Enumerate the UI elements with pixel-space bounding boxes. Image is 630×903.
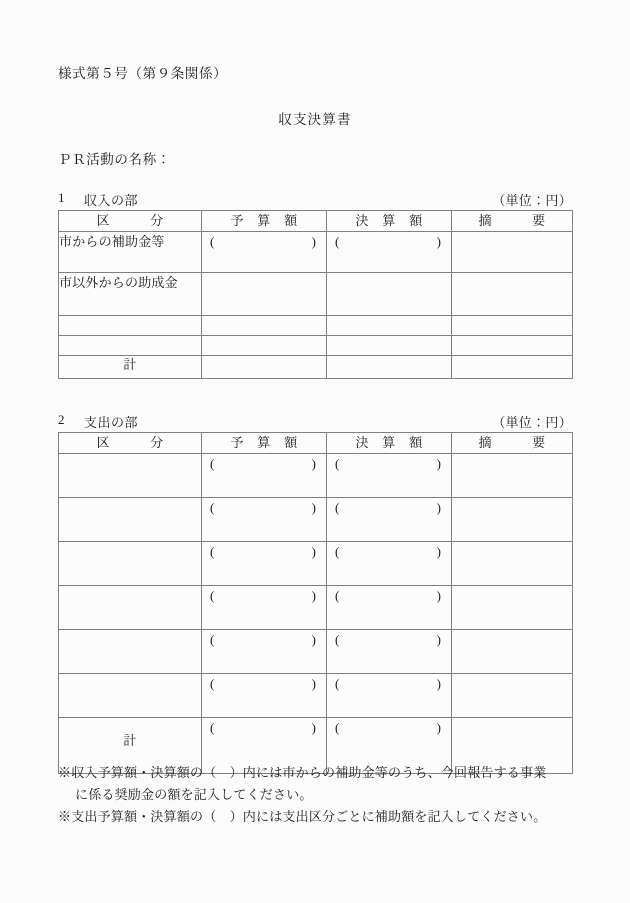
paren-open: ( [335,676,340,691]
revenue-table [58,210,573,379]
revenue-settlement-cell[interactable] [327,273,452,316]
paren-open: ( [335,500,340,515]
section-expenditure-label: 支出の部 [84,415,139,430]
table-row [59,498,573,542]
paren-close: ) [311,720,316,735]
section-expenditure-heading [58,412,572,432]
table-row [59,542,573,586]
expenditure-table-header-row [59,433,573,454]
footnotes [58,762,578,828]
revenue-total-label: 計 [59,356,202,379]
paren-open: ( [210,456,215,471]
paren-close: ) [436,720,441,735]
expenditure-budget-cell[interactable] [202,498,327,542]
expenditure-budget-cell[interactable] [202,586,327,630]
footnote-line: ※支出予算額・決算額の（ ）内には支出区分ごとに補助額を記入してください。 [58,809,547,824]
revenue-settlement-cell[interactable] [327,232,452,273]
paren-close: ) [311,676,316,691]
expenditure-settlement-cell[interactable] [327,630,452,674]
section-revenue-unit: （単位：円） [492,193,572,208]
section-revenue-heading [58,190,572,210]
section-expenditure-unit: （単位：円） [492,415,572,430]
paren-close: ) [311,500,316,515]
revenue-settlement-cell[interactable] [327,316,452,336]
page-title: 収支決算書 [278,112,352,127]
footnote-line: に係る奨励金の額を記入してください。 [75,787,313,802]
expenditure-settlement-cell[interactable] [327,542,452,586]
revenue-budget-cell[interactable] [202,273,327,316]
expenditure-row-label[interactable] [59,674,202,718]
expenditure-remarks-cell[interactable] [452,586,573,630]
revenue-settlement-cell[interactable] [327,336,452,356]
revenue-table-header-row [59,211,573,232]
footnote-line: ※収入予算額・決算額の（ ）内には市からの補助金等のうち、今回報告する事業 [58,765,547,780]
paren-close: ) [311,456,316,471]
table-row [59,630,573,674]
table-row [59,586,573,630]
revenue-remarks-cell[interactable] [452,336,573,356]
expenditure-settlement-cell[interactable] [327,674,452,718]
table-row [59,316,573,336]
expenditure-total-label: 計 [59,718,202,774]
table-row [59,674,573,718]
paren-open: ( [335,544,340,559]
paren-open: ( [335,234,340,249]
revenue-remarks-cell[interactable] [452,273,573,316]
revenue-budget-cell[interactable] [202,316,327,336]
revenue-row-label[interactable] [59,336,202,356]
expenditure-row-label[interactable] [59,586,202,630]
expenditure-row-label[interactable] [59,454,202,498]
paren-close: ) [436,632,441,647]
expenditure-settlement-cell[interactable] [327,498,452,542]
expenditure-budget-cell[interactable] [202,674,327,718]
column-header-budget: 予 算 額 [202,211,327,232]
paren-open: ( [335,588,340,603]
form-code: 様式第５号（第９条関係） [58,66,228,81]
section-expenditure-number: 2 [58,412,65,427]
revenue-total-remarks-cell[interactable] [452,356,573,379]
column-header-settlement: 決 算 額 [327,211,452,232]
column-header-budget: 予 算 額 [202,433,327,454]
expenditure-budget-cell[interactable] [202,454,327,498]
paren-close: ) [311,234,316,249]
paren-close: ) [436,544,441,559]
table-row-total [59,356,573,379]
expenditure-row-label[interactable] [59,542,202,586]
expenditure-row-label[interactable] [59,498,202,542]
section-revenue-label: 収入の部 [84,193,139,208]
revenue-total-settlement-cell[interactable] [327,356,452,379]
revenue-row-label: 市以外からの助成金 [59,273,202,316]
expenditure-table [58,432,573,774]
paren-open: ( [210,676,215,691]
expenditure-settlement-cell[interactable] [327,586,452,630]
table-row [59,336,573,356]
paren-close: ) [436,234,441,249]
paren-open: ( [210,500,215,515]
paren-close: ) [436,676,441,691]
column-header-kubun: 区 分 [59,433,202,454]
activity-name-label: ＰＲ活動の名称： [58,152,171,167]
expenditure-remarks-cell[interactable] [452,674,573,718]
expenditure-row-label[interactable] [59,630,202,674]
paren-open: ( [210,632,215,647]
section-revenue [58,190,572,379]
paren-close: ) [436,456,441,471]
table-row [59,232,573,273]
expenditure-budget-cell[interactable] [202,542,327,586]
paren-open: ( [210,720,215,735]
paren-open: ( [335,632,340,647]
expenditure-remarks-cell[interactable] [452,542,573,586]
paren-open: ( [210,588,215,603]
paren-close: ) [311,588,316,603]
paren-close: ) [436,588,441,603]
column-header-kubun: 区 分 [59,211,202,232]
expenditure-remarks-cell[interactable] [452,630,573,674]
revenue-row-label[interactable] [59,316,202,336]
revenue-remarks-cell[interactable] [452,316,573,336]
expenditure-settlement-cell[interactable] [327,454,452,498]
paren-open: ( [335,720,340,735]
section-expenditure [58,412,572,774]
revenue-remarks-cell[interactable] [452,232,573,273]
column-header-remarks: 摘 要 [452,211,573,232]
revenue-row-label: 市からの補助金等 [59,232,202,273]
revenue-budget-cell[interactable] [202,336,327,356]
revenue-budget-cell[interactable] [202,232,327,273]
expenditure-remarks-cell[interactable] [452,498,573,542]
paren-open: ( [335,456,340,471]
paren-open: ( [210,234,215,249]
column-header-remarks: 摘 要 [452,433,573,454]
paren-close: ) [436,500,441,515]
expenditure-remarks-cell[interactable] [452,454,573,498]
paren-close: ) [311,632,316,647]
table-row [59,454,573,498]
paren-open: ( [210,544,215,559]
paren-close: ) [311,544,316,559]
section-revenue-number: 1 [58,190,65,205]
revenue-total-budget-cell[interactable] [202,356,327,379]
expenditure-budget-cell[interactable] [202,630,327,674]
column-header-settlement: 決 算 額 [327,433,452,454]
table-row [59,273,573,316]
